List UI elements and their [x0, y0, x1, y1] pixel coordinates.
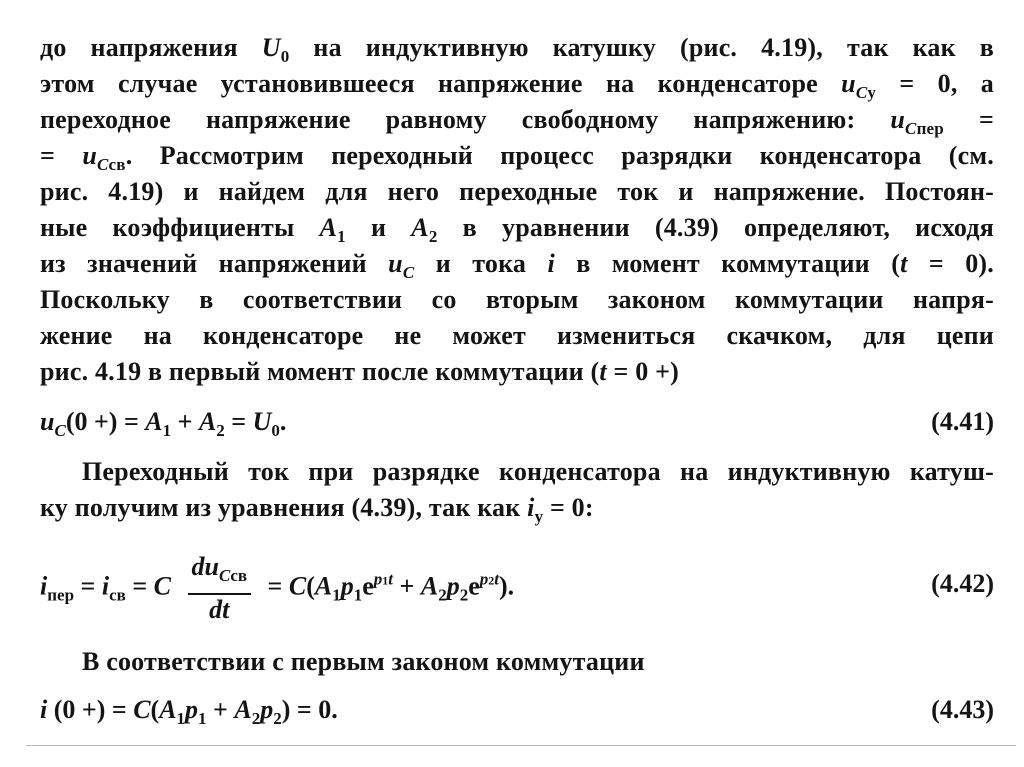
text-line-7: из значений напряжений $u_C$ и тока i в момент коммутации (t = 0).	[40, 249, 994, 282]
equation-4-41-body: $u_C(0$ +) = $A_1 + A_2 = U_0$.	[40, 407, 287, 440]
equation-4-42	[40, 552, 994, 624]
text-line-11: Переходный ток при разрядке конденсатора на индуктивную катуш-	[82, 457, 994, 486]
text-line-10: рис. 4.19 в первый момент после коммутации (t = 0 +)	[40, 357, 680, 386]
equation-4-43	[40, 690, 994, 730]
equation-4-43-body: i (0 +) = $C(A_1p_1 + A_2p_2) = 0$.	[40, 695, 338, 728]
footer-divider	[26, 745, 1016, 746]
text-line-6: ные коэффициенты $A_1$ и $A_2$ в уравнении (4.39) определяют, исходя	[40, 213, 994, 246]
text-line-3: переходное напряжение равному свободному напряжению: $u_{Cпер}$ =	[40, 105, 994, 138]
text-line-1: до напряжения $U_0$ на индуктивную катушку (рис. 4.19), так как в	[40, 33, 994, 66]
text-line-9: жение на конденсаторе не может измениться скачком, для цепи	[40, 321, 994, 350]
equation-number: (4.42)	[931, 569, 994, 598]
text-line-2: этом случае установившееся напряжение на конденсаторе $u_{Cу} = 0$, а	[40, 69, 994, 102]
equation-4-42-body: $i_{пер} = i_{св} = C$ $\frac{du_{Cсв}}{dt}$ = $C(A_1p_1e^{p1t} + A_2p_2e^{p2t})$.	[40, 552, 515, 624]
text-line-8: Поскольку в соответствии со вторым законом коммутации напря-	[40, 285, 994, 314]
text-line-12: ку получим из уравнения (4.39), так как $i_у = 0$:	[40, 493, 594, 526]
derivative-fraction: $\frac{du_{Cсв}}{dt}$	[188, 552, 252, 625]
text-line-13: В соответствии с первым законом коммутации	[82, 647, 645, 676]
equation-4-41	[40, 402, 994, 442]
equation-number: (4.41)	[931, 407, 994, 436]
text-line-5: рис. 4.19) и найдем для него переходные ток и напряжение. Постоян-	[40, 177, 994, 206]
equation-number: (4.43)	[931, 695, 994, 724]
text-line-4: = $u_{Cсв}$. Рассмотрим переходный процесс разрядки конденсатора (см.	[40, 141, 994, 174]
